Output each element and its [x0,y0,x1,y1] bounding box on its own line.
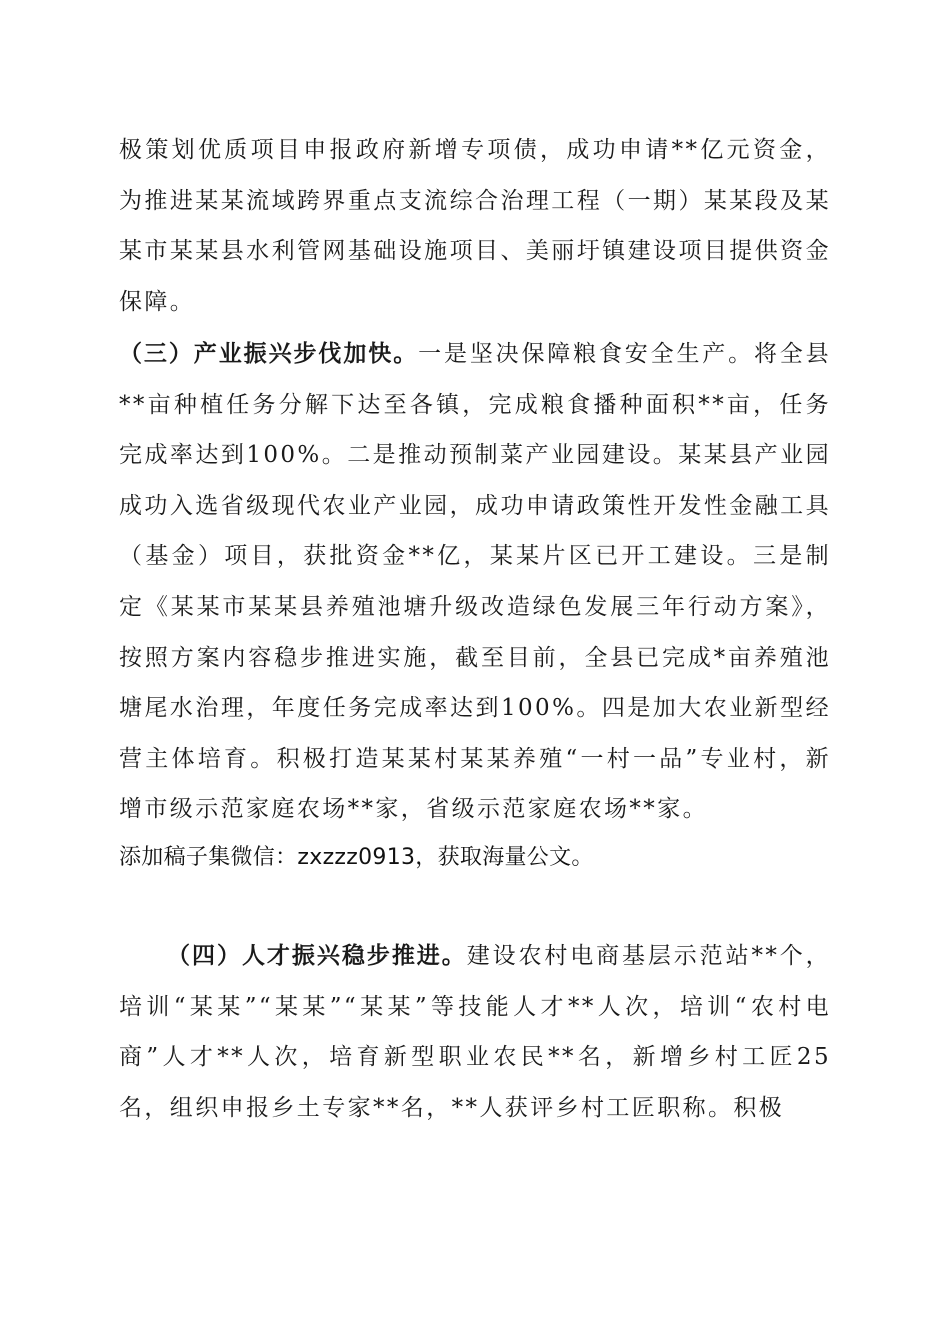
paragraph-talent-body: 建设农村电商基层示范站**个，培训“某某”“某某”“某某”等技能人才**人次，培训“农村电商”人才**人次，培育新型职业农民**名，新增乡村工匠25名，组织申报乡土专家**名，**人获评乡村工匠职称。积极 [119,943,832,1121]
promo-line: 添加稿子集微信：zxzzz0913，获取海量公文。 [119,845,594,870]
paragraph-industry-body: 一是坚决保障粮食安全生产。将全县**亩种植任务分解下达至各镇，完成粮食播种面积**亩，任务完成率达到100%。二是推动预制菜产业园建设。某某县产业园成功入选省级现代农业产业园，成功申请政策性开发性金融工具（基金）项目，获批资金**亿，某某片区已开工建设。三是制定《某某市某某县养殖池塘升级改造绿色发展三年行动方案》，按照方案内容稳步推进实施，截至目前，全县已完成*亩养殖池塘尾水治理，年度任务完成率达到100%。四是加大农业新型经营主体培育。积极打造某某村某某养殖“一村一品”专业村，新增市级示范家庭农场**家，省级示范家庭农场**家。 [119,341,831,823]
paragraph-talent-revitalization [119,931,831,1133]
section-heading-talent: （四）人才振兴稳步推进。 [167,943,467,969]
paragraph-industry-revitalization [119,329,831,835]
section-heading-industry: （三）产业振兴步伐加快。 [119,341,419,367]
paragraph-special-bonds: 极策划优质项目申报政府新增专项债，成功申请**亿元资金，为推进某某流域跨界重点支流综合治理工程（一期）某某段及某某市某某县水利管网基础设施项目、美丽圩镇建设项目提供资金保障。 [119,137,831,315]
